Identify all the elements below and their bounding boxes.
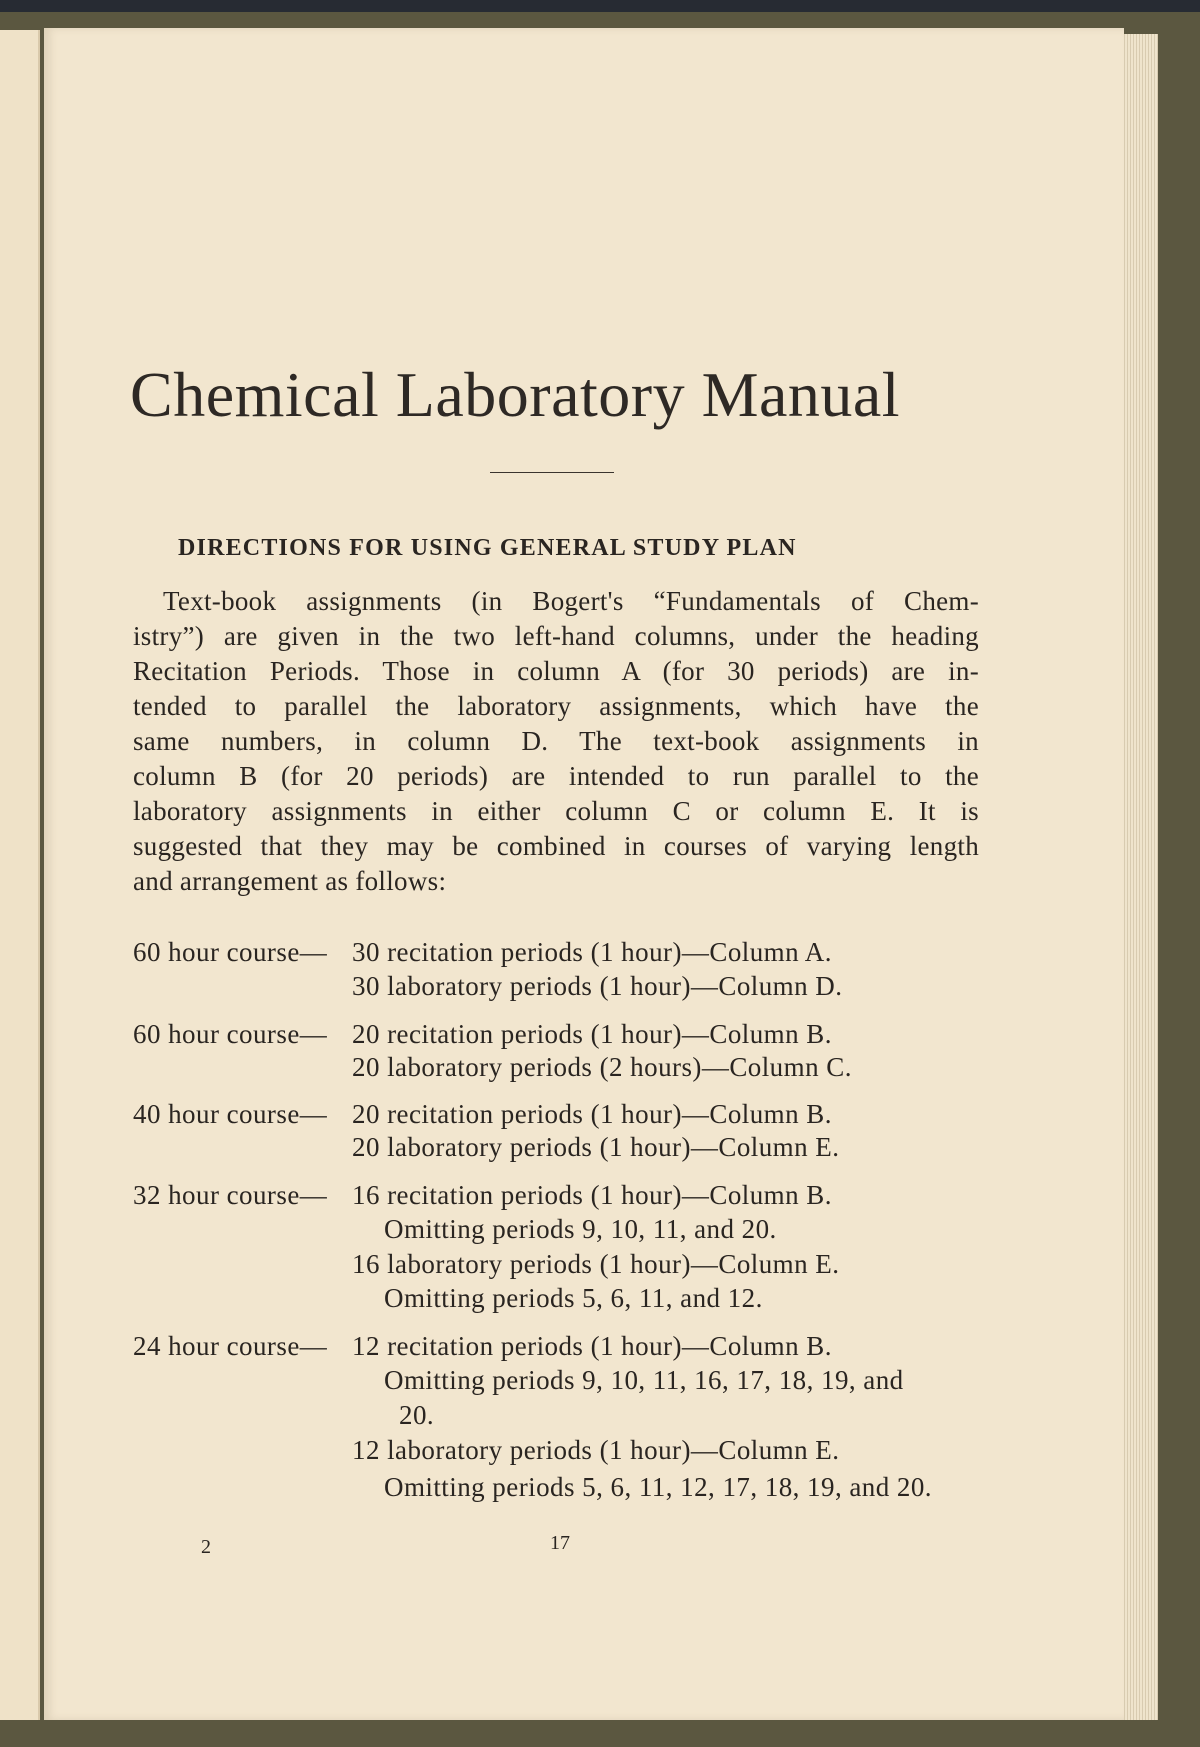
paragraph-line: and arrangement as follows: — [133, 866, 447, 896]
page-edges — [1122, 34, 1158, 1720]
course-line: 20 recitation periods (1 hour)—Column B. — [352, 1019, 832, 1049]
course-line: 30 laboratory periods (1 hour)—Column D. — [352, 971, 843, 1001]
paragraph-line: istry”) are given in the two left-hand columns, under the heading — [133, 621, 979, 651]
title-rule — [490, 472, 614, 473]
course-line: 30 recitation periods (1 hour)—Column A. — [352, 937, 832, 967]
course-line: Omitting periods 5, 6, 11, and 12. — [384, 1283, 763, 1313]
page-number: 17 — [550, 1532, 570, 1554]
course-line: 16 laboratory periods (1 hour)—Column E. — [352, 1249, 840, 1279]
course-label: 60 hour course— — [133, 1019, 328, 1049]
course-line: 20 laboratory periods (1 hour)—Column E. — [352, 1132, 840, 1162]
course-line: Omitting periods 9, 10, 11, and 20. — [384, 1214, 777, 1244]
course-line: 20. — [399, 1400, 435, 1430]
paragraph-line: column B (for 20 periods) are intended to run parallel to the — [133, 761, 979, 791]
course-line: 12 recitation periods (1 hour)—Column B. — [352, 1331, 832, 1361]
course-label: 32 hour course— — [133, 1180, 328, 1210]
course-line: 20 laboratory periods (2 hours)—Column C. — [352, 1052, 852, 1082]
course-line: 20 recitation periods (1 hour)—Column B. — [352, 1099, 832, 1129]
paragraph-line: suggested that they may be combined in courses of varying length — [133, 831, 979, 861]
paragraph-line: laboratory assignments in either column C or column E. It is — [133, 796, 979, 826]
course-line: 16 recitation periods (1 hour)—Column B. — [352, 1180, 832, 1210]
paragraph-line: same numbers, in column D. The text-book assignments in — [133, 726, 979, 756]
course-line: Omitting periods 5, 6, 11, 12, 17, 18, 19, and 20. — [384, 1472, 932, 1502]
signature-mark: 2 — [201, 1536, 211, 1558]
section-heading: DIRECTIONS FOR USING GENERAL STUDY PLAN — [178, 535, 797, 561]
paragraph-line: Text-book assignments (in Bogert's “Fundamentals of Chem- — [163, 586, 979, 616]
course-line: 12 laboratory periods (1 hour)—Column E. — [352, 1435, 840, 1465]
left-page-edge — [0, 30, 40, 1720]
course-label: 60 hour course— — [133, 937, 328, 967]
course-line: Omitting periods 9, 10, 11, 16, 17, 18, 19, and — [384, 1365, 904, 1395]
page-title: Chemical Laboratory Manual — [130, 359, 901, 430]
book-page — [44, 28, 1124, 1720]
paragraph-line: Recitation Periods. Those in column A (for 30 periods) are in- — [133, 656, 979, 686]
course-label: 40 hour course— — [133, 1099, 328, 1129]
course-label: 24 hour course— — [133, 1331, 328, 1361]
paragraph-line: tended to parallel the laboratory assignments, which have the — [133, 691, 979, 721]
